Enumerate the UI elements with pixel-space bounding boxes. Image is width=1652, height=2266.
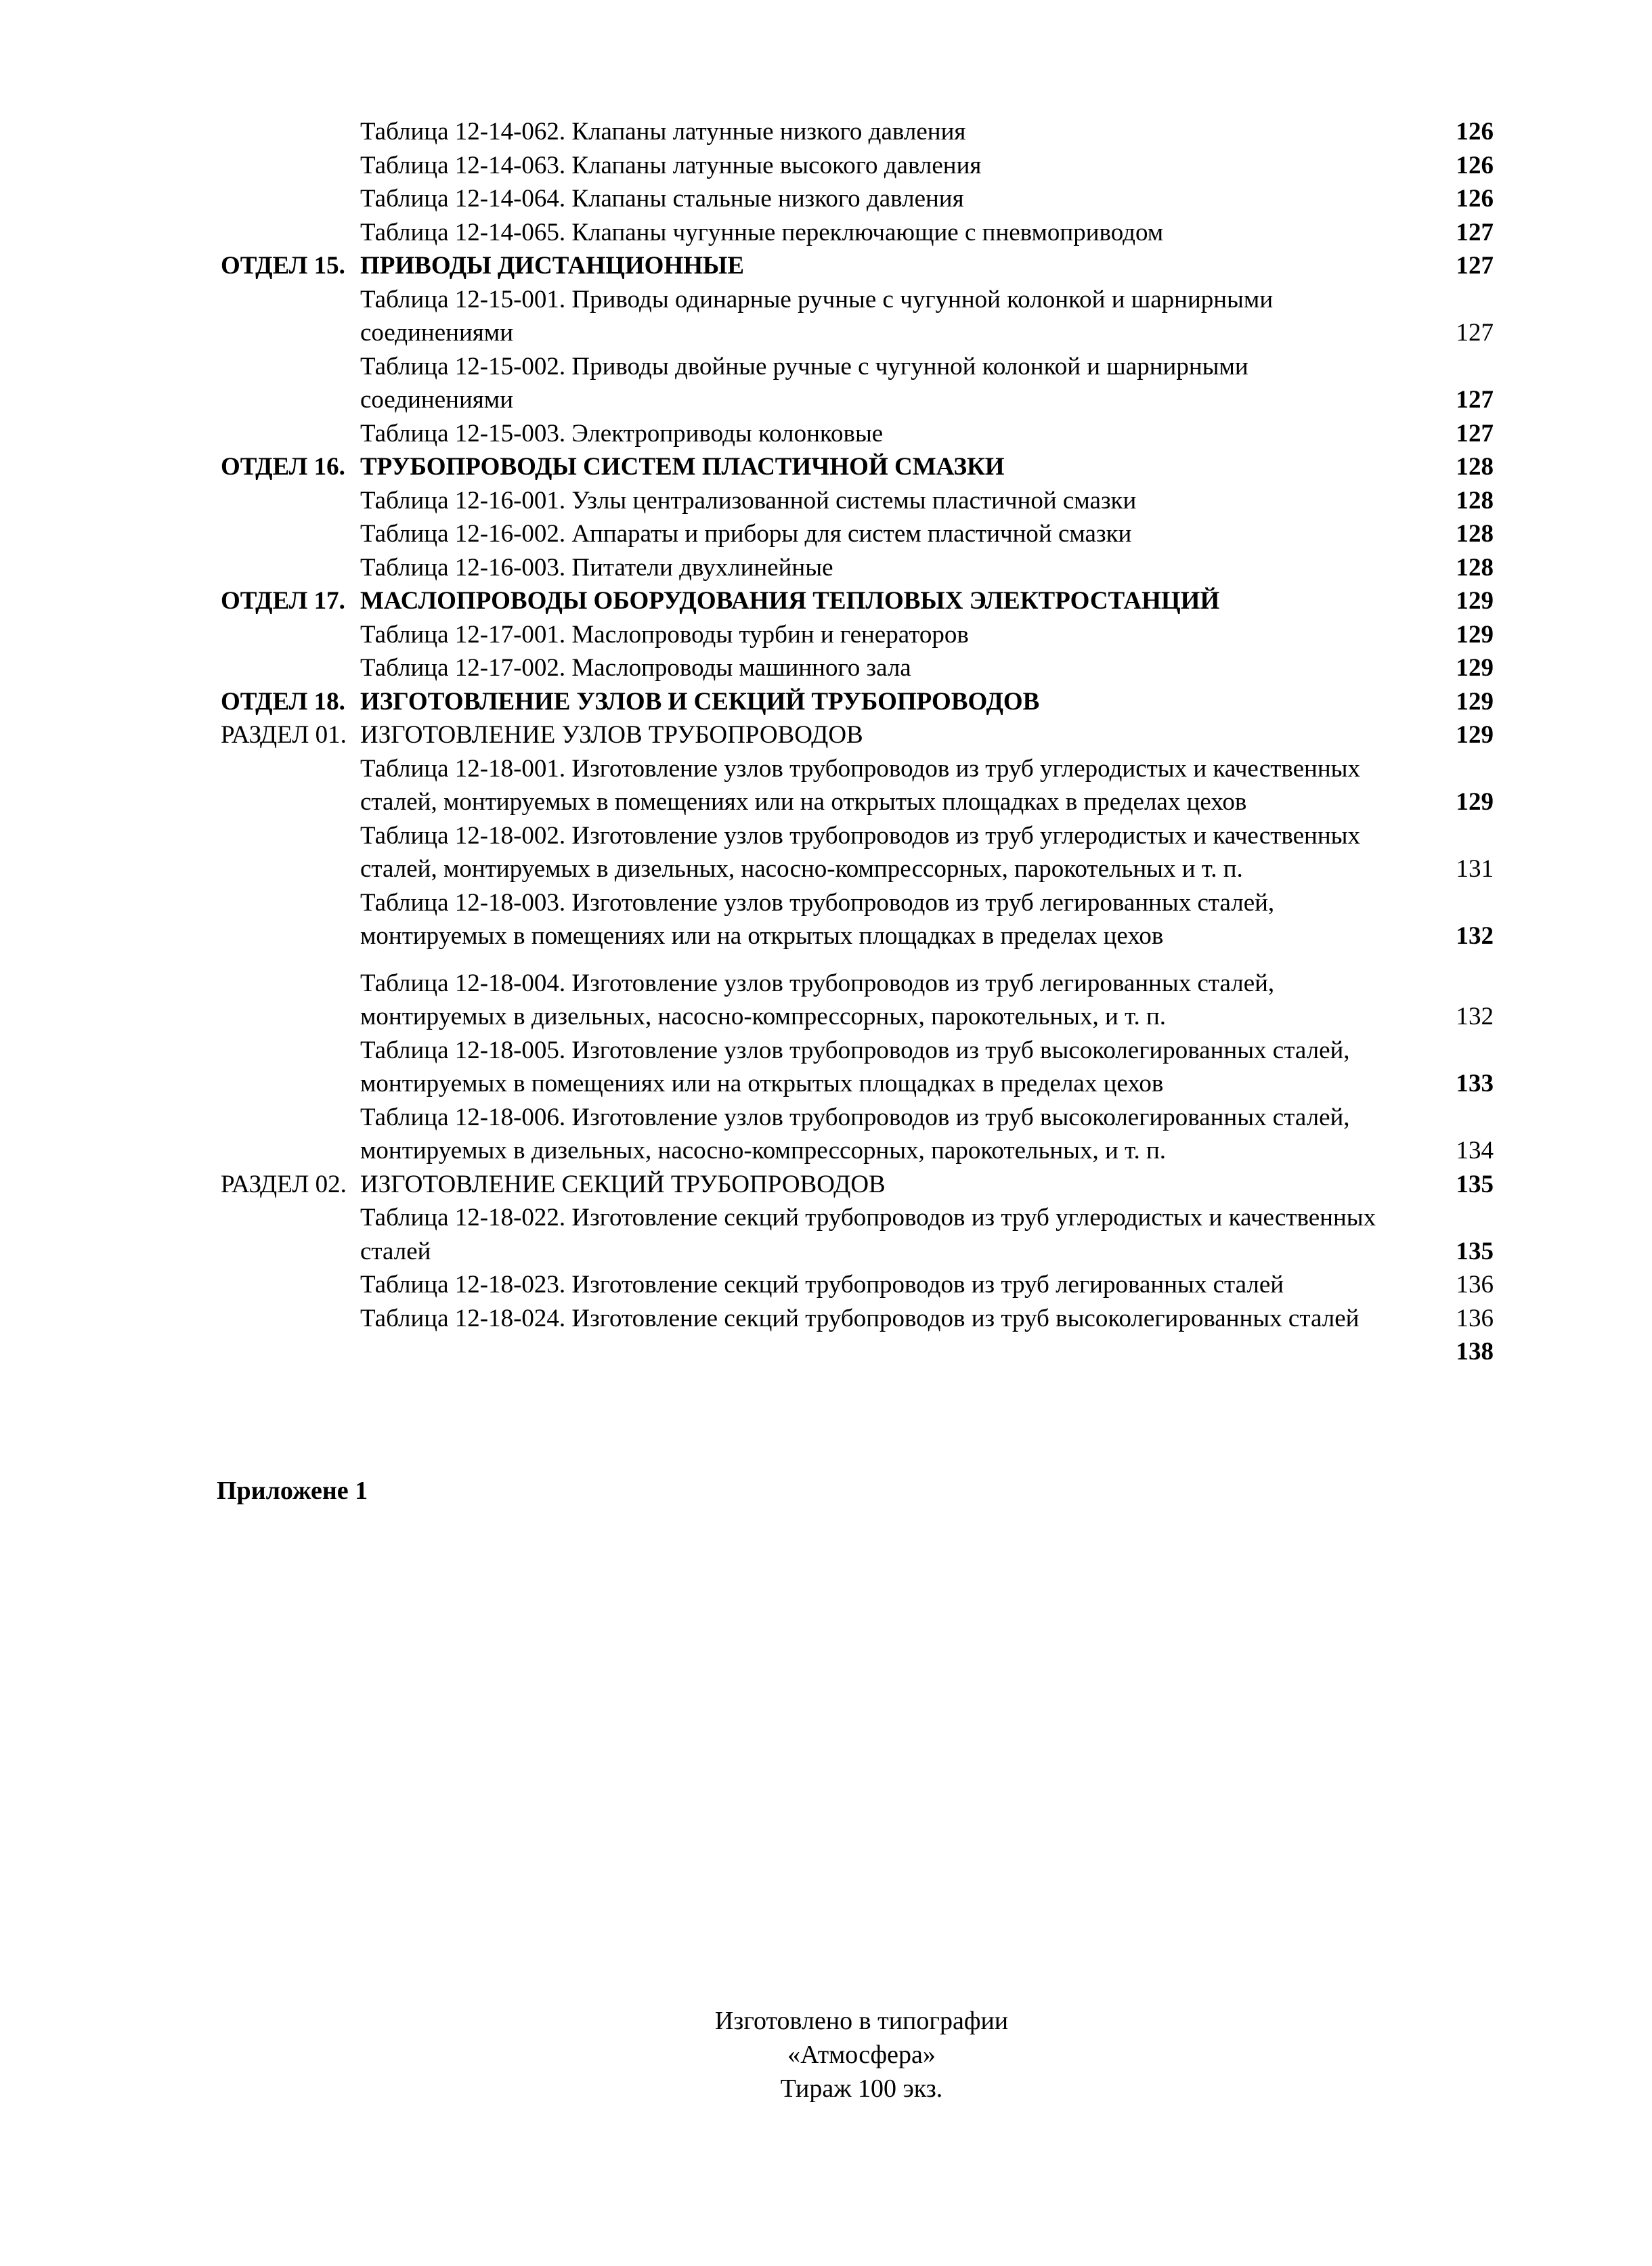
toc-entry — [221, 886, 1494, 953]
toc-entry-title: ИЗГОТОВЛЕНИЕ УЗЛОВ И СЕКЦИЙ ТРУБОПРОВОДОВ — [360, 687, 1040, 716]
toc-entry-page: 126 — [1456, 151, 1494, 179]
toc-entry-page: 129 — [1456, 620, 1494, 649]
toc-entry-title: Таблица 12-14-064. Клапаны стальные низкого давления — [360, 185, 964, 213]
toc-entry — [221, 517, 1494, 551]
toc-entry-title: МАСЛОПРОВОДЫ ОБОРУДОВАНИЯ ТЕПЛОВЫХ ЭЛЕКТРОСТАНЦИЙ — [360, 587, 1220, 615]
toc-entry-page: 127 — [1456, 218, 1494, 246]
toc-entry-title: Таблица 12-14-065. Клапаны чугунные переключающие с пневмоприводом — [360, 218, 1164, 246]
toc-entry — [221, 417, 1494, 451]
toc-entry — [221, 1335, 1494, 1369]
toc-entry-page: 132 — [1456, 922, 1494, 950]
toc-entry-prefix — [221, 484, 360, 518]
toc-entry-title: Таблица 12-18-023. Изготовление секций трубопроводов из труб легированных сталей — [360, 1271, 1284, 1299]
toc-entry-prefix — [221, 1335, 360, 1369]
toc-entry-prefix — [221, 819, 360, 886]
toc-entry-title: Таблица 12-14-063. Клапаны латунные высокого давления — [360, 151, 982, 179]
toc-entry — [221, 819, 1494, 886]
toc-entry — [221, 651, 1494, 685]
toc-entry-title: ПРИВОДЫ ДИСТАНЦИОННЫЕ — [360, 252, 745, 280]
toc-entry-prefix — [221, 216, 360, 250]
toc-entry-title: Таблица 12-15-003. Электроприводы колонковые — [360, 419, 884, 448]
toc-entry-title: Таблица 12-15-001. Приводы одинарные ручные с чугунной колонкой и шарнирными соединениями — [360, 285, 1274, 347]
toc-entry-page: 136 — [1456, 1271, 1494, 1299]
toc-entry-page: 135 — [1456, 1237, 1494, 1265]
toc-subsection-heading — [221, 718, 1494, 752]
toc-entry-page: 128 — [1456, 486, 1494, 515]
toc-entry-prefix — [221, 115, 360, 149]
toc-entry-prefix — [221, 886, 360, 953]
toc-entry-prefix: ОТДЕЛ 15. — [221, 252, 345, 280]
toc-entry-prefix: ОТДЕЛ 17. — [221, 587, 345, 615]
toc-entry — [221, 182, 1494, 216]
toc-entry — [221, 216, 1494, 250]
toc-entry-prefix — [221, 551, 360, 585]
toc-entry — [221, 752, 1494, 819]
toc-entry-title: Таблица 12-18-003. Изготовление узлов трубопроводов из труб легированных сталей, монтируемых в помещениях или на открытых площадках в пределах цехов — [360, 888, 1275, 950]
toc-entry-prefix — [221, 1101, 360, 1168]
toc-entry-page: 128 — [1456, 520, 1494, 548]
toc-entry-title: ТРУБОПРОВОДЫ СИСТЕМ ПЛАСТИЧНОЙ СМАЗКИ — [360, 453, 1005, 481]
toc-subsection-heading — [221, 1168, 1494, 1202]
toc-entry-title: Таблица 12-16-002. Аппараты и приборы для систем пластичной смазки — [360, 520, 1132, 548]
toc-entry-prefix — [221, 651, 360, 685]
toc-entry-title: Таблица 12-18-005. Изготовление узлов трубопроводов из труб высоколегированных сталей, монтируемых в помещениях или на открытых площадках в пределах цехов — [360, 1036, 1350, 1097]
toc-entry-page: 133 — [1456, 1070, 1494, 1097]
toc-entry-prefix — [221, 149, 360, 183]
toc-entry-title: Таблица 12-17-001. Маслопроводы турбин и генераторов — [360, 620, 969, 649]
toc-section-heading — [221, 249, 1494, 283]
toc-entry-title: ИЗГОТОВЛЕНИЕ СЕКЦИЙ ТРУБОПРОВОДОВ — [360, 1170, 886, 1198]
toc-entry-page: 127 — [1456, 319, 1494, 347]
toc-entry-prefix — [221, 752, 360, 819]
print-imprint — [0, 2004, 1652, 2106]
toc-entry — [221, 967, 1494, 1034]
toc-entry-prefix — [221, 417, 360, 451]
imprint-line: «Атмосфера» — [787, 2041, 936, 2069]
toc-entry-prefix — [221, 1034, 360, 1101]
toc-entry-prefix — [221, 1302, 360, 1336]
toc-entry-title: Таблица 12-16-003. Питатели двухлинейные — [360, 553, 833, 582]
toc-entry-page: 127 — [1456, 419, 1494, 448]
toc-entry-page: 132 — [1456, 1003, 1494, 1030]
toc-entry-page: 129 — [1456, 721, 1494, 749]
toc-entry-page: 136 — [1456, 1304, 1494, 1332]
toc-entry-title: Таблица 12-18-001. Изготовление узлов трубопроводов из труб углеродистых и качественных сталей, монтируемых в помещениях или на открытых площадках в пределах цехов — [360, 754, 1361, 816]
toc-entry-prefix — [221, 618, 360, 652]
toc-entry — [221, 1201, 1494, 1268]
toc-entry — [221, 484, 1494, 518]
toc-entry-prefix: РАЗДЕЛ 02. — [221, 1170, 347, 1198]
toc-entry-title: Таблица 12-17-002. Маслопроводы машинного зала — [360, 654, 911, 682]
toc-entry-title: Таблица 12-14-062. Клапаны латунные низкого давления — [360, 118, 966, 146]
toc-entry-page: 126 — [1456, 185, 1494, 213]
toc-entry-title: Таблица 12-18-004. Изготовление узлов трубопроводов из труб легированных сталей, монтируемых в дизельных, насосно-компрессорных, парокотельных, и т. п. — [360, 969, 1275, 1030]
toc-entry — [221, 618, 1494, 652]
toc-entry — [221, 1101, 1494, 1168]
toc-entry-page: 126 — [1456, 118, 1494, 146]
toc-entry-page: 138 — [1456, 1338, 1494, 1366]
toc-entry-prefix — [221, 967, 360, 1034]
appendix-heading: Приложене 1 — [217, 1477, 368, 1505]
toc-entry — [221, 551, 1494, 585]
toc-section-heading — [221, 450, 1494, 484]
toc-entry-page: 128 — [1456, 453, 1494, 481]
toc-entry — [221, 350, 1494, 417]
toc-entry-title: Таблица 12-18-024. Изготовление секций трубопроводов из труб высоколегированных сталей — [360, 1304, 1360, 1332]
table-of-contents — [221, 115, 1494, 1369]
toc-entry-title — [360, 1335, 1396, 1369]
toc-entry-prefix: ОТДЕЛ 18. — [221, 687, 345, 716]
imprint-line: Тираж 100 экз. — [780, 2074, 943, 2103]
toc-section-heading — [221, 685, 1494, 719]
toc-entry-page: 127 — [1456, 252, 1494, 280]
toc-entry-page: 129 — [1456, 587, 1494, 615]
toc-entry-prefix — [221, 1268, 360, 1302]
toc-entry-page: 129 — [1456, 654, 1494, 682]
toc-entry-prefix — [221, 1201, 360, 1268]
toc-entry — [221, 283, 1494, 350]
toc-entry-title: ИЗГОТОВЛЕНИЕ УЗЛОВ ТРУБОПРОВОДОВ — [360, 721, 863, 749]
toc-entry-page: 129 — [1456, 788, 1494, 816]
toc-entry — [221, 1302, 1494, 1336]
toc-entry-prefix: РАЗДЕЛ 01. — [221, 721, 347, 749]
toc-entry — [221, 1268, 1494, 1302]
toc-entry-title: Таблица 12-18-022. Изготовление секций трубопроводов из труб углеродистых и качественных сталей — [360, 1204, 1376, 1265]
toc-entry-page: 127 — [1456, 386, 1494, 414]
toc-section-heading — [221, 584, 1494, 618]
toc-entry-prefix: ОТДЕЛ 16. — [221, 453, 345, 481]
toc-entry-prefix — [221, 350, 360, 417]
toc-entry-prefix — [221, 517, 360, 551]
toc-entry-page: 134 — [1456, 1137, 1494, 1164]
toc-entry-page: 129 — [1456, 687, 1494, 716]
toc-entry-page: 128 — [1456, 553, 1494, 582]
toc-entry-page: 131 — [1456, 855, 1494, 883]
imprint-line: Изготовлено в типографии — [714, 2007, 1009, 2035]
toc-entry-prefix — [221, 283, 360, 350]
toc-entry-title: Таблица 12-16-001. Узлы централизованной системы пластичной смазки — [360, 486, 1137, 515]
toc-entry — [221, 115, 1494, 149]
toc-entry — [221, 1034, 1494, 1101]
toc-entry-title: Таблица 12-15-002. Приводы двойные ручные с чугунной колонкой и шарнирными соединениями — [360, 352, 1248, 414]
toc-entry-title: Таблица 12-18-006. Изготовление узлов трубопроводов из труб высоколегированных сталей, монтируемых в дизельных, насосно-компрессорных, парокотельных, и т. п. — [360, 1103, 1350, 1164]
toc-entry-page: 135 — [1456, 1170, 1494, 1198]
toc-entry — [221, 149, 1494, 183]
toc-entry-title: Таблица 12-18-002. Изготовление узлов трубопроводов из труб углеродистых и качественных сталей, монтируемых в дизельных, насосно-компрессорных, парокотельных и т. п. — [360, 821, 1361, 883]
toc-entry-prefix — [221, 182, 360, 216]
